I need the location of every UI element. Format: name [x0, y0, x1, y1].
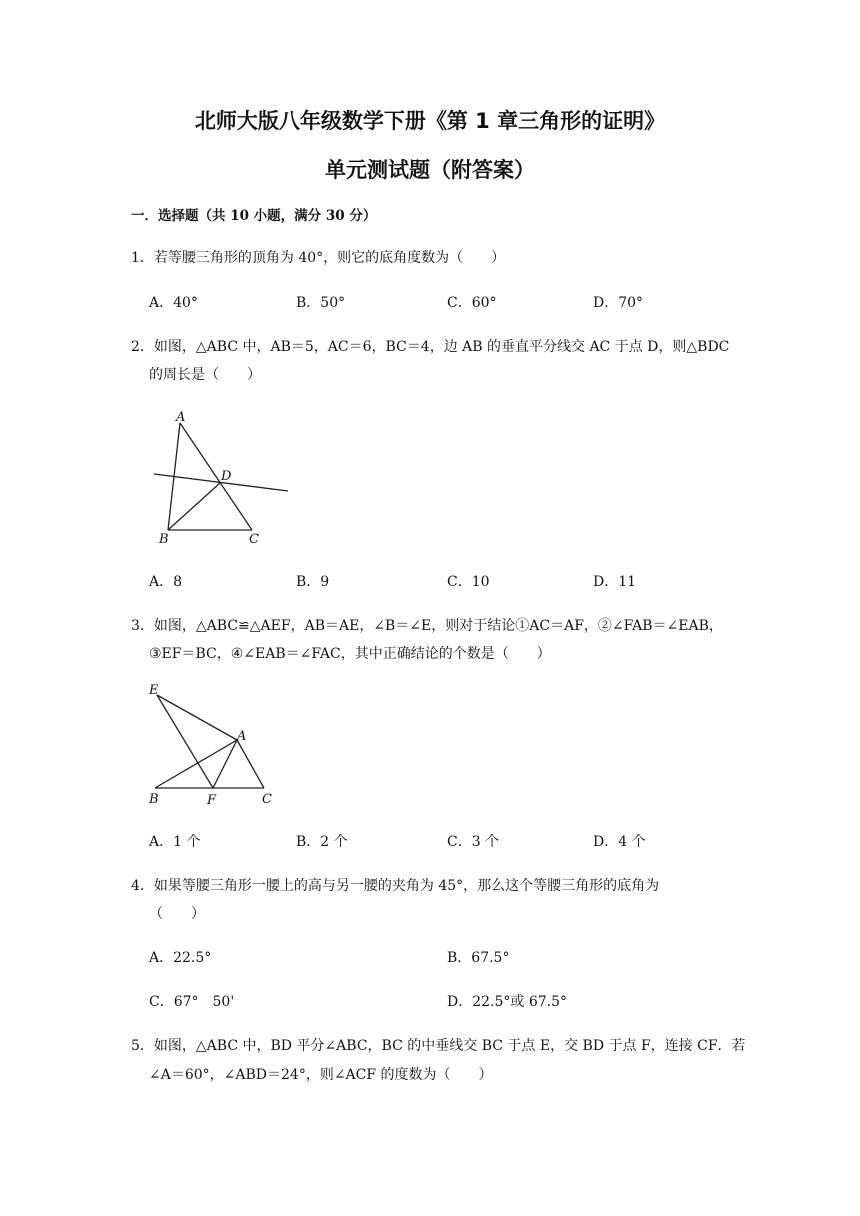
question-4-stem-line1: 4．如果等腰三角形一腰上的高与另一腰的夹角为 45°，那么这个等腰三角形的底角为 — [131, 878, 660, 894]
question-5-stem-line1: 5．如图，△ABC 中，BD 平分∠ABC，BC 的中垂线交 BC 于点 E，交 BD 于点 F，连接 CF．若 — [131, 1038, 746, 1054]
question-3-figure — [143, 680, 283, 810]
question-5-stem-line2: ∠A＝60°，∠ABD＝24°，则∠ACF 的度数为（ ） — [149, 1067, 493, 1083]
question-3-option-a: A．1 个 — [149, 834, 201, 850]
label-b: B — [149, 792, 159, 807]
question-3-option-c: C．3 个 — [447, 834, 500, 850]
question-1-option-c: C．60° — [447, 295, 497, 311]
question-2-option-d: D．11 — [593, 574, 637, 590]
label-a: A — [237, 729, 247, 744]
question-2-figure — [145, 403, 295, 548]
question-2-option-b: B．9 — [296, 574, 330, 590]
question-3-stem-line1: 3．如图，△ABC≌△AEF，AB＝AE，∠B＝∠E，则对于结论①AC＝AF，②∠FAB＝∠EAB， — [131, 618, 723, 634]
question-2-option-a: A．8 — [149, 574, 183, 590]
document-title-line2: 单元测试题（附答案） — [325, 158, 535, 182]
question-2-stem-line2: 的周长是（ ） — [149, 367, 261, 383]
question-3-option-b: B．2 个 — [296, 834, 348, 850]
section-heading: 一．选择题（共 10 小题，满分 30 分） — [131, 208, 377, 224]
question-1-option-b: B．50° — [296, 295, 346, 311]
segment-bd — [168, 483, 220, 530]
label-d: D — [221, 469, 232, 484]
label-f: F — [207, 793, 217, 808]
segment-ef — [157, 695, 213, 788]
label-c: C — [249, 532, 259, 547]
label-e: E — [149, 683, 159, 698]
question-2-stem-line1: 2．如图，△ABC 中，AB＝5，AC＝6，BC＝4，边 AB 的垂直平分线交 AC 于点 D，则△BDC — [131, 339, 730, 355]
question-4-option-d: D．22.5°或 67.5° — [447, 994, 568, 1010]
label-b: B — [159, 532, 169, 547]
question-2-option-c: C．10 — [447, 574, 490, 590]
segment-ac — [237, 740, 264, 788]
document-title-line1: 北师大版八年级数学下册《第 1 章三角形的证明》 — [194, 109, 666, 133]
question-1-stem: 1．若等腰三角形的顶角为 40°，则它的底角度数为（ ） — [131, 250, 506, 266]
question-4-option-c: C．67° 50' — [149, 994, 235, 1010]
label-c: C — [262, 792, 272, 807]
label-a: A — [176, 410, 186, 425]
question-3-stem-line2: ③EF＝BC，④∠EAB＝∠FAC，其中正确结论的个数是（ ） — [149, 646, 551, 662]
question-1-option-d: D．70° — [593, 295, 644, 311]
question-4-option-a: A．22.5° — [149, 950, 212, 966]
segment-ac — [180, 423, 252, 530]
question-4-option-b: B．67.5° — [447, 950, 510, 966]
question-4-stem-line2: （ ） — [149, 906, 205, 922]
segment-ea — [157, 695, 237, 740]
question-3-option-d: D．4 个 — [593, 834, 646, 850]
question-1-option-a: A．40° — [149, 295, 198, 311]
